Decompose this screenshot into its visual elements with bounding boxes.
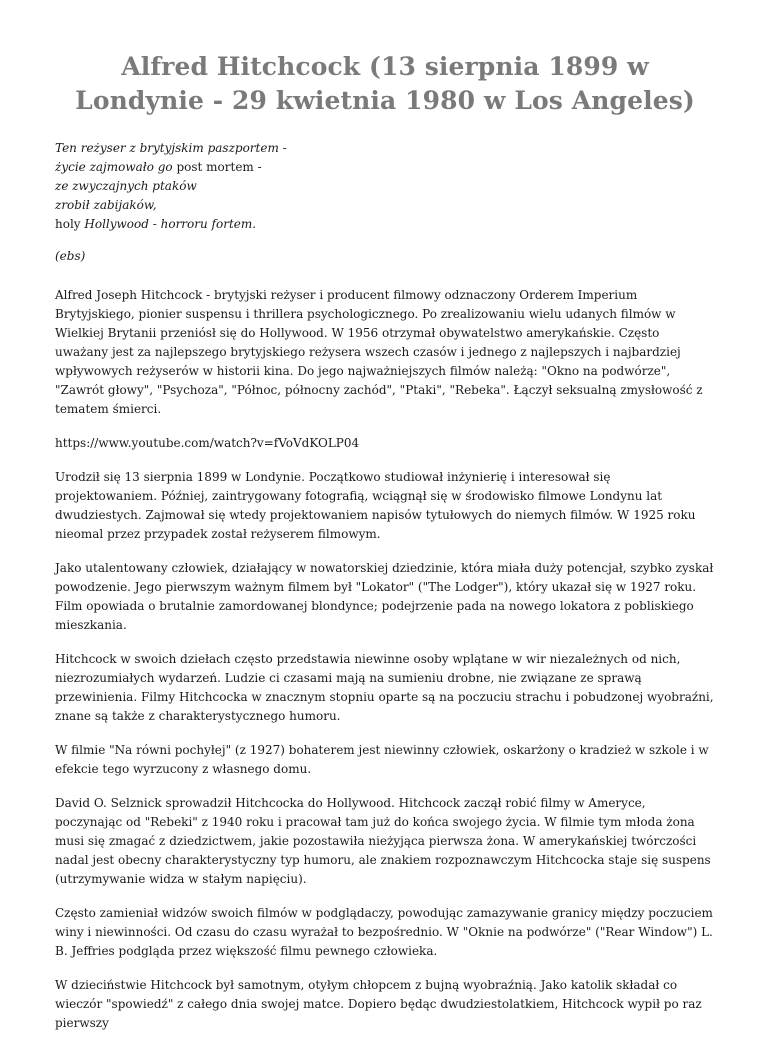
poem-line-2-italic: życie zajmowało go (55, 160, 173, 174)
poem-line-4-italic: zrobił zabijaków, (55, 198, 157, 212)
poem-line-2 (55, 158, 715, 177)
poem-line-5-plain: holy (55, 217, 85, 231)
poem-line-2-plain: post mortem - (172, 160, 262, 174)
paragraph-downhill: W filmie "Na równi pochyłej" (z 1927) bohaterem jest niewinny człowiek, oskarżony o kradzież w szkole i w efekcie tego wyrzucony z własnego domu. (55, 743, 709, 776)
poem-line-5-italic: Hollywood - horroru fortem. (84, 217, 257, 231)
paragraph-childhood: W dzieciństwie Hitchcock był samotnym, otyłym chłopcem z bujną wyobraźnią. Jako katolik składał co wieczór "spowiedź" z całego dnia swojej matce. Dopiero będąc dwudziestolatkiem, Hitchcock wypił po raz pierwszy (55, 978, 702, 1030)
paragraph-early-life: Urodził się 13 sierpnia 1899 w Londynie. Początkowo studiował inżynierię i interesował się projektowaniem. Później, zaintrygowany fotografią, wciągnął się w środowisko filmowe Londynu lat dwudziestych. Zajmował się wtedy projektowaniem napisów tytułowych do niemych filmów. W 1925 roku nieomal przez przypadek został reżyserem filmowym. (55, 470, 696, 541)
poem-line-3 (55, 177, 715, 196)
paragraph-themes: Hitchcock w swoich dziełach często przedstawia niewinne osoby wplątane w wir niezależnych od nich, niezrozumiałych wydarzeń. Ludzie ci czasami mają na sumieniu drobne, nie związane ze sprawą przewinienia. Filmy Hitchcocka w znacznym stopniu oparte są na poczuciu strachu i pobudzonej wyobraźni, znane są także z charakterystycznego humoru. (55, 652, 714, 723)
poem-line-1 (55, 139, 715, 158)
poem-line-5 (55, 215, 715, 234)
paragraph-voyeurism: Często zamieniał widzów swoich filmów w podglądaczy, powodując zamazywanie granicy między poczuciem winy i niewinności. Od czasu do czasu wyrażał to bezpośrednio. W "Oknie na podwórze" ("Rear Window") L. B. Jeffries podgląda przez większość filmu pewnego człowieka. (55, 906, 713, 958)
poem-line-1-italic: Ten reżyser z brytyjskim paszportem - (55, 141, 287, 155)
paragraph-hollywood: David O. Selznick sprowadził Hitchcocka do Hollywood. Hitchcock zaczął robić filmy w Ameryce, poczynając od "Rebeki" z 1940 roku i pracował tam już do końca swojego życia. W filmie tym młoda żona musi się zmagać z dziedzictwem, jakie pozostawiła nieżyjąca pierwsza żona. W amerykańskiej twórczości nadal jest obecny charakterystyczny typ humoru, ale znakiem rozpoznawczym Hitchcocka staje się suspens (utrzymywanie widza w stałym napięciu). (55, 796, 711, 886)
paragraph-first-success: Jako utalentowany człowiek, działający w nowatorskiej dziedzinie, która miała duży potencjał, szybko zyskał powodzenie. Jego pierwszym ważnym filmem był "Lokator" ("The Lodger"), który ukazał się w 1927 roku. Film opowiada o brutalnie zamordowanej blondynce; podejrzenie pada na nowego lokatora z pobliskiego mieszkania. (55, 561, 714, 632)
page-title: Alfred Hitchcock (13 sierpnia 1899 w Londynie - 29 kwietnia 1980 w Los Angeles) (75, 52, 695, 115)
poem (55, 139, 715, 234)
document-page (55, 50, 715, 1048)
author-signature: (ebs) (55, 249, 86, 263)
poem-line-3-italic: ze zwyczajnych ptaków (55, 179, 197, 193)
paragraph-intro: Alfred Joseph Hitchcock - brytyjski reżyser i producent filmowy odznaczony Orderem Imperium Brytyjskiego, pionier suspensu i thrillera psychologicznego. Po zrealizowaniu wielu udanych filmów w Wielkiej Brytanii przeniósł się do Hollywood. W 1956 otrzymał obywatelstwo amerykańskie. Często uważany jest za najlepszego brytyjskiego reżysera wszech czasów i jednego z najlepszych i najbardziej wpływowych reżyserów w historii kina. Do jego najważniejszych filmów należą: "Okno na podwórze", "Zawrót głowy", "Psychoza", "Północ, północny zachód", "Ptaki", "Rebeka". Łączył seksualną zmysłowość z tematem śmierci. (55, 288, 703, 416)
youtube-link[interactable]: https://www.youtube.com/watch?v=fVoVdKOLP04 (55, 436, 360, 450)
poem-line-4 (55, 196, 715, 215)
